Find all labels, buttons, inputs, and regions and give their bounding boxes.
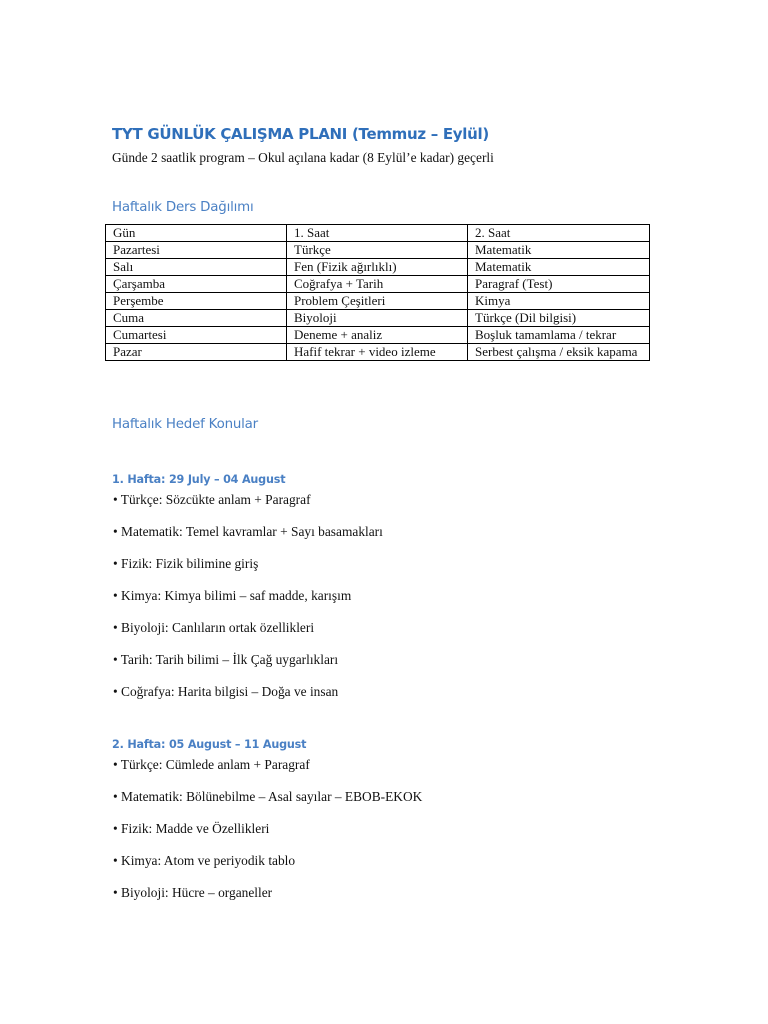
table-cell-hour-2: Paragraf (Test)	[468, 276, 650, 293]
table-cell-hour-2: Serbest çalışma / eksik kapama	[468, 344, 650, 361]
table-cell-hour-1: Deneme + analiz	[287, 327, 468, 344]
list-item: • Türkçe: Sözcükte anlam + Paragraf	[113, 492, 311, 507]
weekly-schedule-table	[105, 224, 650, 361]
table-cell-hour-1: Problem Çeşitleri	[287, 293, 468, 310]
weekly-targets-heading	[112, 417, 258, 432]
table-cell-day: Cumartesi	[106, 327, 287, 344]
list-item: • Türkçe: Cümlede anlam + Paragraf	[113, 757, 310, 772]
document-title: TYT GÜNLÜK ÇALIŞMA PLANI (Temmuz – Eylül)	[112, 125, 489, 143]
list-item: • Kimya: Atom ve periyodik tablo	[113, 853, 296, 868]
table-cell-hour-1: Türkçe	[287, 242, 468, 259]
week-1-heading	[112, 473, 285, 486]
table-cell-day: Pazar	[106, 344, 287, 361]
table-row	[106, 276, 650, 293]
table-cell-hour-1: Biyoloji	[287, 310, 468, 327]
list-item: • Tarih: Tarih bilimi – İlk Çağ uygarlıkları	[113, 652, 339, 667]
table-cell-hour-2: Matematik	[468, 259, 650, 276]
table-cell-day: Pazartesi	[106, 242, 287, 259]
table-cell-day: Cuma	[106, 310, 287, 327]
list-item: • Biyoloji: Hücre – organeller	[113, 885, 273, 900]
table-row	[106, 344, 650, 361]
list-item: • Fizik: Fizik bilimine giriş	[113, 556, 259, 571]
table-cell-hour-2: Türkçe (Dil bilgisi)	[468, 310, 650, 327]
table-cell-hour-1: Coğrafya + Tarih	[287, 276, 468, 293]
document-subtitle: Günde 2 saatlik program – Okul açılana kadar (8 Eylül’e kadar) geçerli	[112, 150, 494, 165]
weekly-distribution-heading-text: Haftalık Ders Dağılımı	[112, 200, 254, 215]
table-header-row	[106, 225, 650, 242]
table-header-cell: Gün	[106, 225, 287, 242]
list-item: • Kimya: Kimya bilimi – saf madde, karışım	[113, 588, 352, 603]
table-cell-hour-2: Matematik	[468, 242, 650, 259]
table-cell-day: Çarşamba	[106, 276, 287, 293]
week-1-heading-text: 1. Hafta: 29 July – 04 August	[112, 473, 286, 486]
list-item: • Matematik: Bölünebilme – Asal sayılar – EBOB-EKOK	[113, 789, 423, 804]
table-row	[106, 259, 650, 276]
table-cell-hour-1: Fen (Fizik ağırlıklı)	[287, 259, 468, 276]
week-2-heading	[112, 738, 306, 751]
list-item: • Biyoloji: Canlıların ortak özellikleri	[113, 620, 315, 635]
table-row	[106, 293, 650, 310]
list-item: • Coğrafya: Harita bilgisi – Doğa ve insan	[113, 684, 339, 699]
table-header-cell: 2. Saat	[468, 225, 650, 242]
list-item: • Fizik: Madde ve Özellikleri	[113, 821, 270, 836]
table-row	[106, 327, 650, 344]
table-row	[106, 310, 650, 327]
table-cell-day: Salı	[106, 259, 287, 276]
week-2-heading-text: 2. Hafta: 05 August – 11 August	[112, 738, 307, 751]
table-cell-hour-1: Hafif tekrar + video izleme	[287, 344, 468, 361]
weekly-distribution-heading	[112, 200, 254, 215]
table-cell-day: Perşembe	[106, 293, 287, 310]
table-header-cell: 1. Saat	[287, 225, 468, 242]
table-cell-hour-2: Kimya	[468, 293, 650, 310]
list-item: • Matematik: Temel kavramlar + Sayı basamakları	[113, 524, 383, 539]
weekly-targets-heading-text: Haftalık Hedef Konular	[112, 417, 258, 432]
table-cell-hour-2: Boşluk tamamlama / tekrar	[468, 327, 650, 344]
table-row	[106, 242, 650, 259]
